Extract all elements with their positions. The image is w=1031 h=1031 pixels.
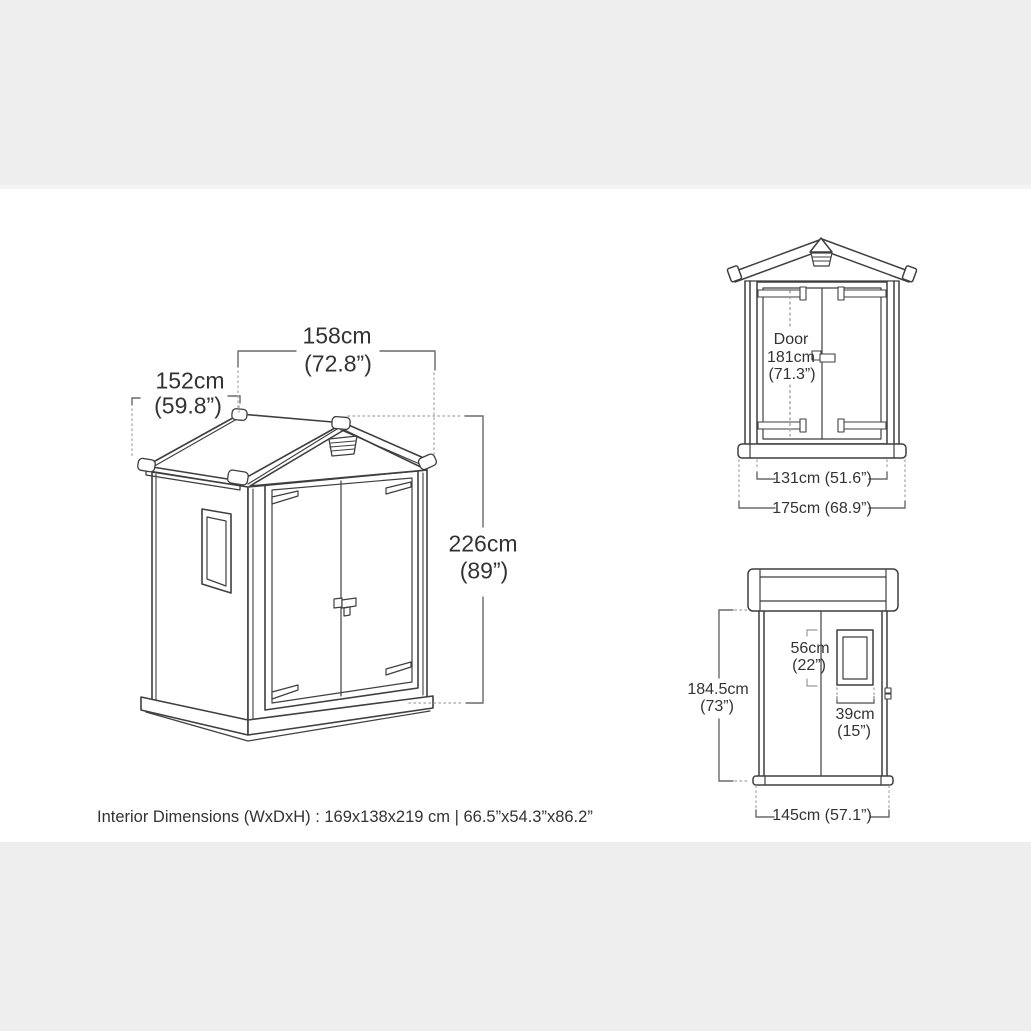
front-door-height-inches-label: (71.3”) <box>768 366 816 383</box>
main-width-label: 158cm <box>302 322 372 349</box>
main-depth-inches-label: (59.8”) <box>154 392 222 419</box>
side-window-width-label: 39cm <box>835 706 875 723</box>
iso-gable-vent <box>329 436 357 456</box>
main-width-inches-label: (72.8”) <box>304 350 372 377</box>
front-door-handle <box>812 351 835 362</box>
front-view <box>727 238 917 458</box>
side-window-height-inches-label: (22”) <box>792 657 826 674</box>
front-overall-width-label: 175cm (68.9”) <box>772 500 872 517</box>
iso-side-wall <box>152 472 248 722</box>
side-window <box>837 630 873 685</box>
main-height-label: 226cm <box>448 530 518 557</box>
front-roof <box>727 238 917 282</box>
side-base <box>753 776 893 785</box>
front-door-width-label: 131cm (51.6”) <box>772 470 872 487</box>
side-height-label: 184.5cm <box>687 681 749 698</box>
side-roof <box>748 569 898 611</box>
front-door-label: Door <box>773 331 809 348</box>
main-height-inches-label: (89”) <box>459 557 509 584</box>
front-base <box>738 444 906 458</box>
side-height-inches-label: (73”) <box>700 698 734 715</box>
front-door-height-label: 181cm <box>766 349 816 366</box>
side-window-height-label: 56cm <box>790 640 830 657</box>
side-overall-depth-label: 145cm (57.1”) <box>772 807 872 824</box>
side-view <box>748 569 898 785</box>
front-gable-vent <box>811 253 832 266</box>
side-window-width-inches-label: (15”) <box>837 723 871 740</box>
iso-side-window <box>202 509 231 593</box>
iso-view <box>137 408 438 741</box>
side-latch <box>885 688 891 699</box>
interior-dimensions-text: Interior Dimensions (WxDxH) : 169x138x219 cm | 66.5”x54.3”x86.2” <box>97 808 593 826</box>
main-depth-label: 152cm <box>155 367 225 394</box>
